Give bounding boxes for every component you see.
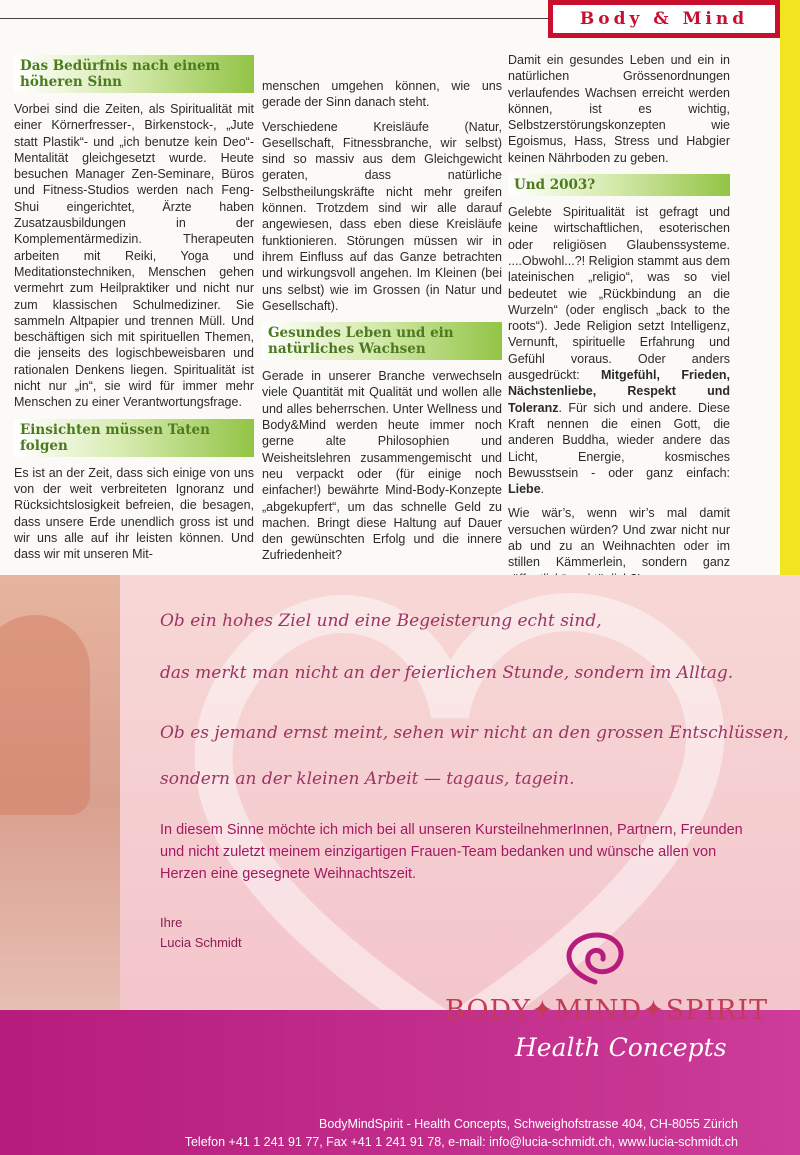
paragraph: Gerade in unserer Branche verwechseln viele Quantität mit Qualität und wollen alle und alles beherrschen. Unter Wellness und Body&Mind werden heute immer noch gerne alte Philosophien und Weisheitslehren zusammengemischt und neu verpackt oder (für einige noch einfacher!) bewährte Mind-Body-Konzepte „abgekupfert“, um das schnelle Geld zu machen. Bringt diese Haltung auf Dauer den gewünschten Erfolg und die innere Zufriedenheit? bbox=[262, 369, 502, 563]
yellow-side-bar bbox=[780, 0, 800, 575]
footer-address: BodyMindSpirit - Health Concepts, Schweighofstrasse 404, CH-8055 Zürich bbox=[319, 1117, 738, 1131]
photo-strip bbox=[0, 575, 120, 1025]
paragraph: Vorbei sind die Zeiten, als Spiritualität mit einer Körnerfresser-, Birkenstock-, „Jute statt Plastik“- und „ich benutze kein Deo“-Mentalität gleichgesetzt wurde. Heute besuchen Manager Zen-Seminare, Büros und Fitness-Studios werden nach Feng-Shui eingerichtet, Ärzte haben Zusatzausbildungen in der Komplementärmedizin. Therapeuten arbeiten mit Reiki, Yoga und Meditationstechniken, Menschen gehen vermehrt zum Heilpraktiker und nicht nur zum klassischen Schulmediziner. Sie sammeln Altpapier und trennen Müll. Und beschäftigen sich mit spirituellen Themen, die jenseits des logischbeweisbaren und rationalen Denkens liegen. Spiritualität ist nicht nur „in“, sie wird für immer mehr Menschen zu einer Verantwortungsfrage. bbox=[14, 102, 254, 410]
top-rule bbox=[0, 18, 548, 19]
paragraph: Verschiedene Kreisläufe (Natur, Gesellschaft, Fitnessbranche, wir selbst) sind so massiv aus dem Gleichgewicht geraten, dass natürliche Selbstheilungskräfte nicht mehr greifen können. Trotzdem sind wir alle darauf angewiesen, dass eben diese Kreisläufe funktionieren. Störungen müssen wir in ihrem Einfluss auf das Ganze betrachten und wirkungsvoll angehen. Im Kleinen (bei uns selbst) wie im Grossen (in Natur und Gesellschaft). bbox=[262, 119, 502, 313]
column-2 bbox=[262, 78, 502, 572]
heading-einsichten: Einsichten müssen Taten folgen bbox=[14, 419, 254, 457]
column-3 bbox=[508, 52, 730, 611]
spiral-logo-icon bbox=[555, 927, 635, 987]
paragraph: menschen umgehen können, wie uns gerade der Sinn danach steht. bbox=[262, 79, 502, 110]
quote-line-3: Ob es jemand ernst meint, sehen wir nicht an den grossen Entschlüssen, bbox=[160, 723, 789, 743]
quote-line-1: Ob ein hohes Ziel und eine Begeisterung echt sind, bbox=[160, 611, 602, 631]
heading-hoeherer-sinn: Das Bedürfnis nach einem höheren Sinn bbox=[14, 55, 254, 93]
footer-band bbox=[0, 1010, 800, 1155]
logo-wordmark: BODY✦MIND✦SPIRIT bbox=[445, 995, 769, 1026]
thanks-text: In diesem Sinne möchte ich mich bei all unseren KursteilnehmerInnen, Partnern, Freunden und nicht zuletzt meinem einzigartigen Frauen-Team bedanken und wünsche allen von Herzen eine gesegnete Weihnachtszeit. bbox=[160, 822, 743, 882]
paragraph: Es ist an der Zeit, dass sich einige von uns von der weit verbreiteten Ignoranz und Rücksichtslosigkeit befreien, die besagen, dass unsere Erde unendlich gross ist und wir uns alle auf ihr leisten können. Und dass wir mit unseren Mit- bbox=[14, 465, 254, 562]
section-header bbox=[548, 0, 780, 38]
footer-contact: Telefon +41 1 241 91 77, Fax +41 1 241 91 78, e-mail: info@lucia-schmidt.ch, www.lucia-schmidt.ch bbox=[184, 1135, 738, 1149]
section-title: Body & Mind bbox=[579, 9, 749, 29]
heading-und-2003: Und 2003? bbox=[508, 174, 730, 196]
column-1 bbox=[14, 55, 254, 570]
paragraph: Wie wär’s, wenn wir’s mal damit versuchen würden? Und zwar nicht nur ab und zu an Weihnachten oder im stillen Kämmerlein, sondern ganz bbox=[508, 506, 730, 570]
person-silhouette bbox=[0, 615, 90, 815]
paragraph-religion: Gelebte Spiritualität ist gefragt und keine wirtschaftlichen, esoterischen oder religiösen Glaubenssysteme. ....Obwohl...?! Religion stammt aus dem lateinischen „religio“, was so viel bedeutet wie „Rückbindung an die Wurzeln“ (oder englisch „back to the roots“). Jede Religion setzt Intelligenz, Vernunft, spirituelle Erfahrung und Gefühl voraus. Oder anders ausgedrückt: Mitgefühl, Frieden, Nächstenliebe, Respekt und Toleranz. Für sich und andere. Diese Kraft nennen die einen Gott, die anderen Buddha, wieder andere das Licht, Energie, kosmisches Bewusstsein - oder ganz einfach: Liebe. bbox=[508, 205, 730, 497]
bold-values: Mitgefühl, Frieden, Nächstenliebe, Respekt und Toleranz bbox=[508, 368, 730, 415]
bold-love: Liebe bbox=[508, 482, 541, 497]
advertisement-panel bbox=[0, 575, 800, 1155]
quote-line-4: sondern an der kleinen Arbeit — tagaus, tagein. bbox=[160, 769, 575, 789]
quote-line-2: das merkt man nicht an der feierlichen Stunde, sondern im Alltag. bbox=[160, 663, 734, 683]
heading-gesundes-leben: Gesundes Leben und ein natürliches Wachsen bbox=[262, 322, 502, 360]
signature-name: Lucia Schmidt bbox=[160, 935, 242, 950]
paragraph: Damit ein gesundes Leben und ein in natürlichen Grössenordnungen verlaufendes Wachsen erreicht werden können, ist es wichtig, Selbstzerstörungskonzepten wie Egoismus, Hass, Stress und Habgier keinen Nährboden zu geben. bbox=[508, 53, 730, 165]
signature-greeting: Ihre bbox=[160, 915, 183, 930]
logo-subtitle: Health Concepts bbox=[515, 1033, 727, 1062]
